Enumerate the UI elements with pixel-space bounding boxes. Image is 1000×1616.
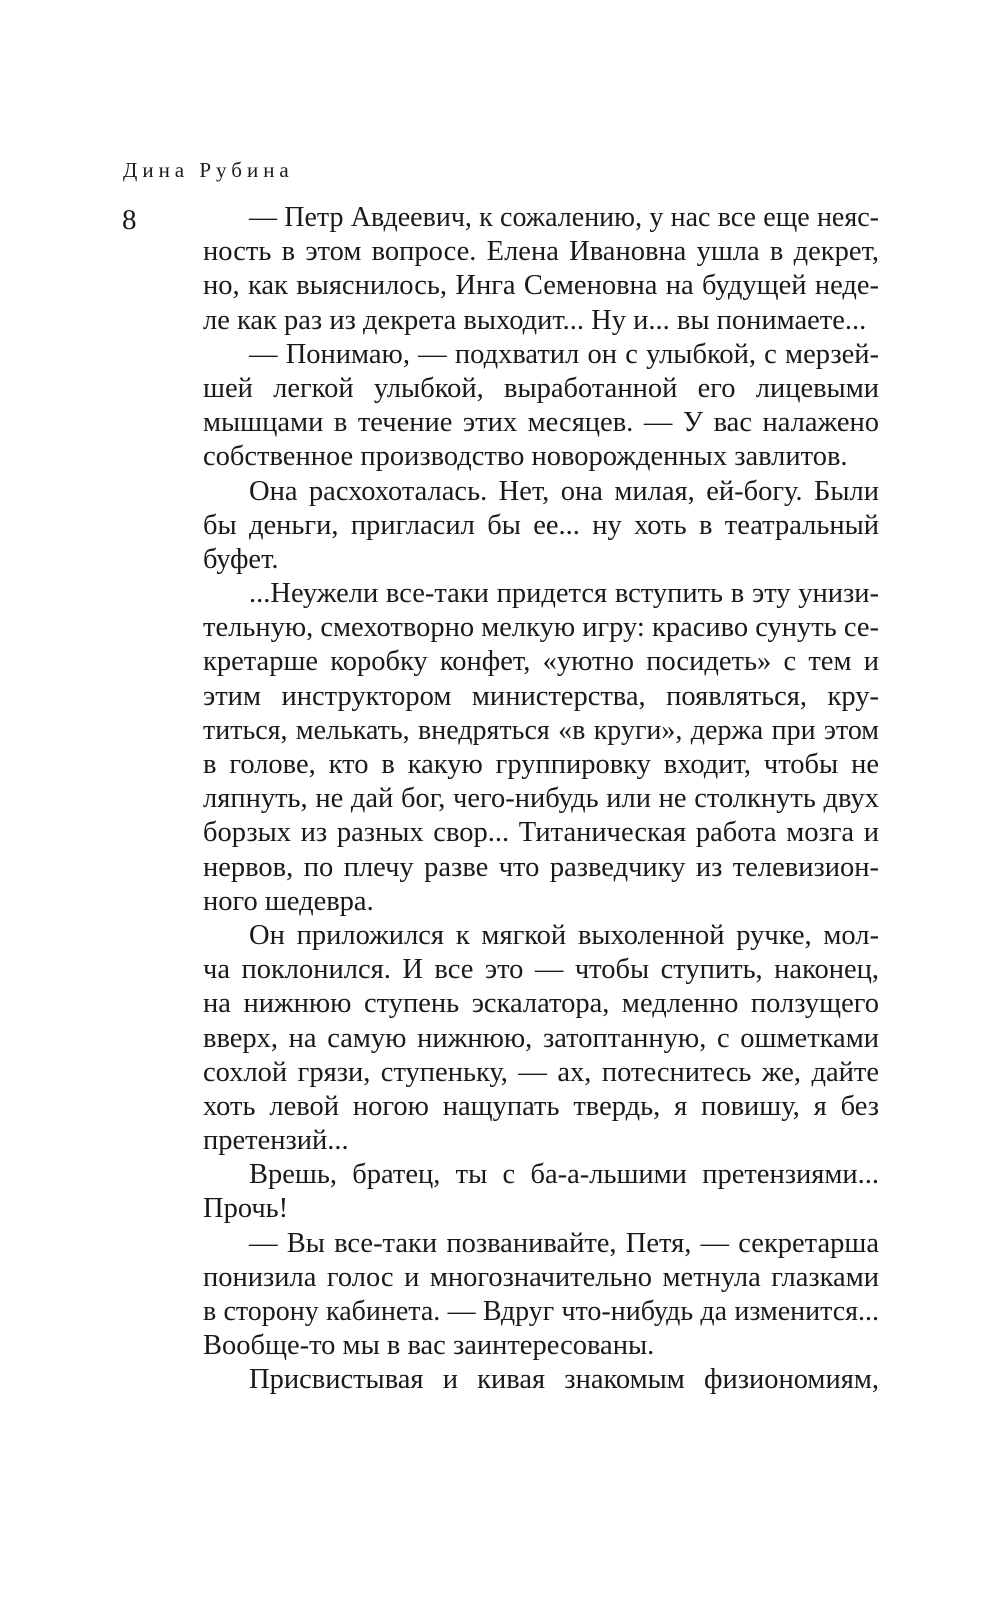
- text-line: шей легкой улыбкой, выработанной его лицевыми: [203, 372, 879, 404]
- text-line: вверх, на самую нижнюю, затоптанную, с ошметками: [203, 1022, 879, 1054]
- text-line: ...Неужели все-таки придется вступить в эту унизи-: [249, 578, 879, 610]
- text-line: Врешь, братец, ты с ба-а-льшими претензиями...: [249, 1159, 879, 1191]
- body-text: [203, 201, 879, 1398]
- text-line: на нижнюю ступень эскалатора, медленно ползущего: [203, 988, 879, 1020]
- text-line: мышцами в течение этих месяцев. — У вас налажено: [203, 407, 879, 439]
- text-line: буфет.: [203, 543, 279, 575]
- text-line: ного шедевра.: [203, 885, 374, 917]
- text-line: сохлой грязи, ступеньку, — ах, потеснитесь же, дайте: [203, 1056, 879, 1088]
- text-line: Она расхохоталась. Нет, она милая, ей-богу. Были: [249, 475, 879, 507]
- text-line: кретарше коробку конфет, «уютно посидеть» с тем и: [203, 646, 879, 678]
- text-line: ча поклонился. И все это — чтобы ступить, наконец,: [203, 954, 879, 986]
- text-line: этим инструктором министерства, появляться, кру-: [203, 680, 879, 712]
- text-line: бы деньги, пригласил бы ее... ну хоть в театральный: [203, 509, 879, 541]
- running-head-author: Дина Рубина: [123, 158, 294, 182]
- text-line: тельную, смехотворно мелкую игру: красиво сунуть се-: [203, 612, 879, 644]
- text-line: в голове, кто в какую группировку входит, чтобы не: [203, 749, 879, 780]
- text-line: ляпнуть, не дай бог, чего-нибудь или не столкнуть двух: [203, 783, 879, 815]
- text-line: Вообще-то мы в вас заинтересованы.: [203, 1330, 655, 1362]
- text-line: в сторону кабинета. — Вдруг что-нибудь да изменится...: [203, 1296, 879, 1327]
- text-line: — Вы все-таки позванивайте, Петя, — секретарша: [249, 1227, 879, 1259]
- page-number: 8: [122, 204, 137, 236]
- text-line: Прочь!: [203, 1193, 289, 1225]
- text-line: ле как раз из декрета выходит... Ну и... вы понимаете...: [203, 304, 867, 336]
- text-line: — Петр Авдеевич, к сожалению, у нас все еще неяс-: [249, 202, 879, 233]
- text-line: но, как выяснилось, Инга Семеновна на будущей неде-: [203, 270, 879, 302]
- text-line: нервов, по плечу разве что разведчику из телевизион-: [203, 851, 879, 883]
- text-line: понизила голос и многозначительно метнула глазками: [203, 1261, 879, 1293]
- text-line: борзых из разных свор... Титаническая работа мозга и: [203, 817, 879, 849]
- text-line: Он приложился к мягкой выхоленной ручке, мол-: [249, 919, 879, 951]
- text-line: — Понимаю, — подхватил он с улыбкой, с мерзей-: [249, 338, 879, 370]
- text-line: Присвистывая и кивая знакомым физиономиям,: [249, 1364, 879, 1396]
- text-line: ность в этом вопросе. Елена Ивановна ушла в декрет,: [203, 236, 879, 268]
- text-line: титься, мелькать, внедряться «в круги», держа при этом: [203, 714, 879, 746]
- text-line: собственное производство новорожденных завлитов.: [203, 441, 848, 473]
- text-line: хоть левой ногою нащупать твердь, я повишу, я без: [203, 1090, 879, 1122]
- text-line: претензий...: [203, 1125, 349, 1157]
